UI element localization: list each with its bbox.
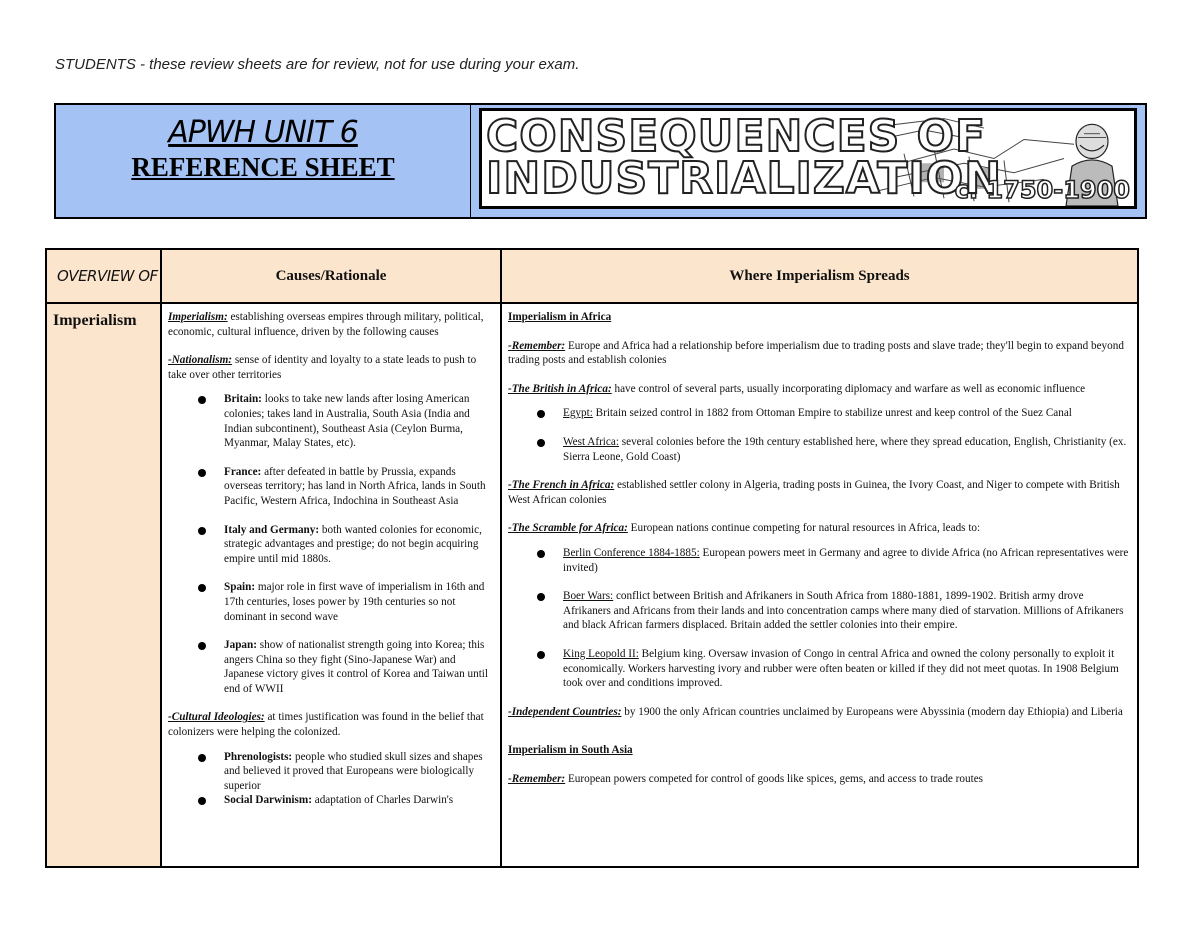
imperialism-definition: Imperialism: establishing overseas empires through military, political, economic, cultural influence, driven by the following causes [168,311,484,338]
poster-date: c. 1750-1900 [954,176,1130,204]
list-item: Egypt: Britain seized control in 1882 from Ottoman Empire to stabilize unrest and keep control of the Suez Canal [508,406,1131,421]
french-in-africa: -The French in Africa: established settler colony in Algeria, trading posts in Guinea, the Ivory Coast, and Niger to compete with British West African colonies [508,479,1120,506]
africa-remember: -Remember: Europe and Africa had a relationship before imperialism due to trading posts and slave trade; they'll begin to expand beyond trading posts and establish colonies [508,339,1124,367]
list-item: Spain: major role in first wave of imperialism in 16th and 17th centuries, loses power by 19th centuries so not dominant in second wave [168,580,494,624]
scramble-list [508,546,1131,691]
student-notice: STUDENTS - these review sheets are for review, not for use during your exam. [55,56,580,73]
where-cell [501,303,1138,867]
scramble-for-africa: -The Scramble for Africa: European nations continue competing for natural resources in Africa, leads to: [508,522,981,535]
list-item: Berlin Conference 1884-1885: European powers meet in Germany and agree to divide Africa (no African representatives were invited) [508,546,1131,575]
british-in-africa: -The British in Africa: have control of several parts, usually incorporating diplomacy and warfare as well as economic influence [508,382,1086,395]
unit-title: APWH UNIT 6 [168,115,358,150]
table-header-row [46,249,1138,303]
list-item: Social Darwinism: adaptation of Charles Darwin's [168,793,494,808]
ideologies-list [168,750,494,808]
nationalism-cause: -Nationalism: sense of identity and loyalty to a state leads to push to take over other territories [168,354,477,381]
list-item: West Africa: several colonies before the 19th century established here, where they spread education, English, Christianity (ex. Sierra Leone, Gold Coast) [508,435,1131,464]
header-causes: Causes/Rationale [161,249,501,303]
list-item: Phrenologists: people who studied skull sizes and shapes and believed it proved that Europeans were biologically superior [168,750,494,794]
africa-heading: Imperialism in Africa [508,311,612,323]
british-list [508,406,1131,464]
nations-list [168,392,494,696]
list-item: France: after defeated in battle by Prussia, expands overseas territory; has land in North Africa, lands in South Pacific, Western Africa, Indochina in Southeast Asia [168,465,494,509]
header-overview: OVERVIEW OF [46,249,161,303]
header-where: Where Imperialism Spreads [501,249,1138,303]
reference-sheet-title: REFERENCE SHEET [131,152,395,182]
list-item: King Leopold II: Belgium king. Oversaw invasion of Congo in central Africa and owned the colony personally to exploit it economically. Workers harvesting ivory and rubber were often beaten or killed if they did not meet quotas. In 1908 Belgium took over and conditions improved. [508,647,1131,691]
banner-title-block [56,105,471,217]
list-item: Japan: show of nationalist strength going into Korea; this angers China so they fight (Sino-Japanese War) and Japanese victory gives it control of Korea and Taiwan until end of WWII [168,638,494,696]
list-item: Italy and Germany: both wanted colonies for economic, strategic advantages and prestige; do not begin acquiring empire until mid 1880s. [168,523,494,567]
list-item: Britain: looks to take new lands after losing American colonies; takes land in Australia, South Asia (India and Indian subcontinent), Southeast Asia (Ceylon Burma, Myanmar, Malay States, etc). [168,392,494,450]
title-banner [54,103,1147,219]
south-asia-remember: -Remember: European powers competed for control of goods like spices, gems, and access to trade routes [508,772,984,785]
poster-title-line-2: INDUSTRIALIZATION [486,153,1003,204]
table-row [46,303,1138,867]
independent-countries: -Independent Countries: by 1900 the only African countries unclaimed by Europeans were Abyssinia (modern day Ethiopia) and Liberia [508,705,1123,718]
banner-poster-block [471,105,1145,217]
cultural-ideologies: -Cultural Ideologies: at times justification was found in the belief that colonizers were helping the colonized. [168,711,484,739]
list-item: Boer Wars: conflict between British and Afrikaners in South Africa from 1880-1881, 1899-1902. British army drove Afrikaners and Africans from their lands and into concentration camps where many died of starvation. Millions of Afrikaners and black African farmers displaced. Britain added the settler colonies into their empire. [508,589,1131,633]
poster-title-line-1: CONSEQUENCES OF [486,111,987,162]
overview-table [45,248,1139,868]
row-label-text: Imperialism [53,312,137,329]
poster-image [479,108,1137,209]
row-label-imperialism [46,303,161,867]
causes-cell [161,303,501,867]
south-asia-heading: Imperialism in South Asia [508,744,633,757]
